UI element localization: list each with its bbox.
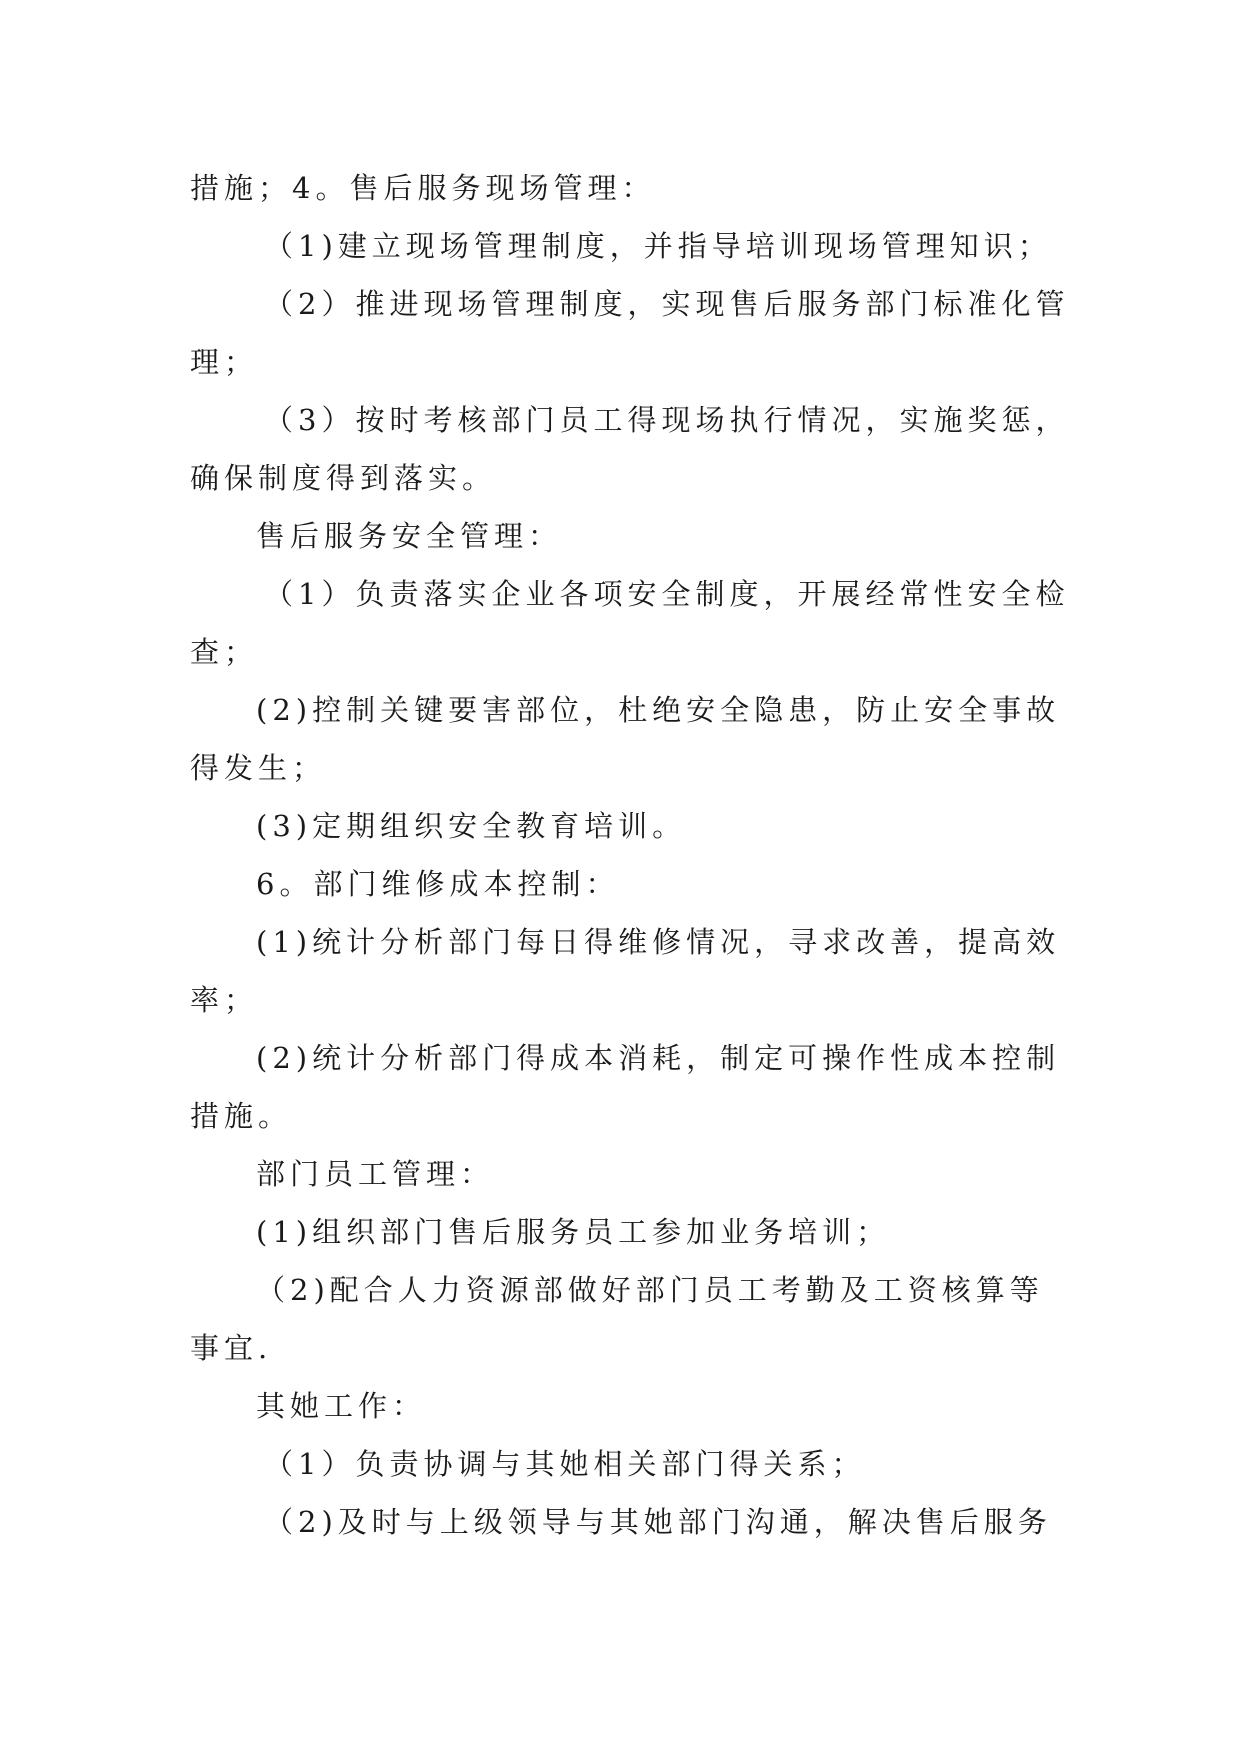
text-line: 确保制度得到落实。 bbox=[190, 461, 497, 495]
text-line: （2）推进现场管理制度，实现售后服务部门标准化管 bbox=[264, 287, 1070, 321]
section-heading: 其她工作： bbox=[256, 1389, 427, 1423]
text-line: 理； bbox=[190, 345, 259, 379]
text-line: 措施。 bbox=[190, 1099, 293, 1133]
text-line: （2)及时与上级领导与其她部门沟通，解决售后服务 bbox=[264, 1505, 1052, 1539]
text-line: 措施；4。售后服务现场管理： bbox=[190, 171, 656, 205]
text-line: 事宜. bbox=[190, 1331, 273, 1365]
text-line: (3)定期组织安全教育培训。 bbox=[256, 809, 687, 843]
text-line: （1）负责落实企业各项安全制度，开展经常性安全检 bbox=[264, 577, 1070, 611]
section-heading: 售后服务安全管理： bbox=[256, 519, 563, 553]
text-line: （1）负责协调与其她相关部门得关系； bbox=[264, 1447, 866, 1481]
text-line: (2)控制关键要害部位，杜绝安全隐患，防止安全事故 bbox=[256, 693, 1061, 727]
text-line: (2)统计分析部门得成本消耗，制定可操作性成本控制 bbox=[256, 1041, 1061, 1075]
section-heading: 6。部门维修成本控制： bbox=[256, 867, 620, 901]
text-line: (1)组织部门售后服务员工参加业务培训； bbox=[256, 1215, 891, 1249]
text-line: 得发生； bbox=[190, 751, 327, 785]
text-line: (1)统计分析部门每日得维修情况，寻求改善，提高效 bbox=[256, 925, 1061, 959]
section-heading: 部门员工管理： bbox=[256, 1157, 495, 1191]
text-line: （2)配合人力资源部做好部门员工考勤及工资核算等 bbox=[256, 1273, 1044, 1307]
text-line: 率； bbox=[190, 983, 259, 1017]
text-line: （1)建立现场管理制度，并指导培训现场管理知识； bbox=[264, 229, 1052, 263]
text-line: 查； bbox=[190, 635, 259, 669]
text-line: （3）按时考核部门员工得现场执行情况，实施奖惩， bbox=[264, 403, 1070, 437]
